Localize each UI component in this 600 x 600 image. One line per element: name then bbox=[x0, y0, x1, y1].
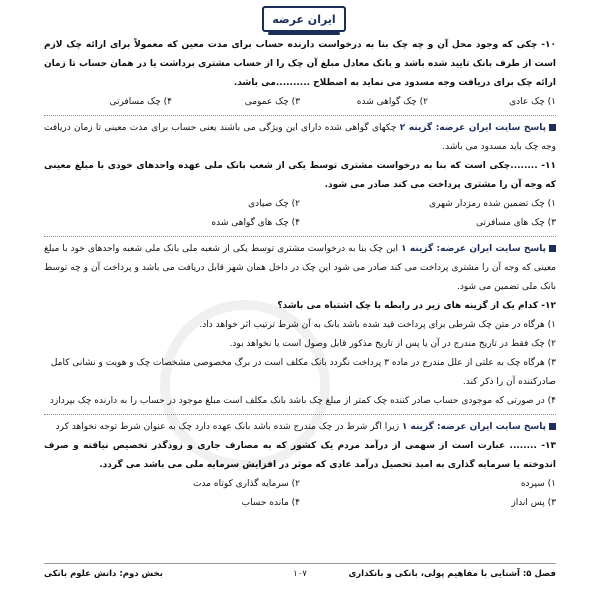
question-10: ۱۰- چکی که وجود محل آن و چه چک بنا به درخواست دارنده حساب برای مدت معین که معمولاً برای ارائه چک لازم است از طرف بانک تایید شده باشد و بانک معادل مبلغ آن چک را از حساب مشتری برداشت یا در همان حساب تا زمان ارائه چک برای دریافت وجه مسدود می نماید به اصطلاح ..........می باشد. bbox=[44, 40, 556, 88]
question-10-options bbox=[44, 93, 556, 112]
option: ۱) هرگاه در متن چک شرطی برای پرداخت قید شده باشد بانک به آن شرط ترتیب اثر خواهد داد. bbox=[199, 320, 556, 330]
site-logo bbox=[262, 6, 346, 32]
divider bbox=[44, 236, 556, 237]
option: ۱) چک تضمین شده رمزدار شهری bbox=[428, 199, 556, 209]
answer-heading: پاسخ سایت ایران عرضه: گزینه ۲ bbox=[399, 123, 546, 133]
page-content bbox=[44, 36, 556, 513]
answer-text: چکهای گواهی شده دارای این ویژگی می باشند یعنی حساب برای مدت معینی تا زمان دریافت وجه چک باید مسدود می باشد. bbox=[44, 123, 556, 152]
logo-text: ایران عرضه bbox=[272, 12, 336, 26]
option: ۴) در صورتی که موجودی حساب صادر کننده چک کمتر از مبلغ چک باشد بانک مکلف است مبلغ موجود در حساب را به دارنده چک بپردازد bbox=[49, 396, 556, 406]
question-12: ۱۲- کدام یک از گزینه های زیر در رابطه با چک اشتباه می باشد؟ bbox=[277, 301, 556, 311]
footer-rule bbox=[44, 563, 556, 564]
answer-text: این چک بنا به درخواست مشتری توسط یکی از شعبه ملی بانک ملی شعبه واحدهای خود با مبلغ معینی که وجه آن را مشتری پرداخت می کند صادر می شود این چک در داخل همان شهر قابل دریافت می باشد و پرداخت آن و چه توسط بانک ملی تضمین می شود. bbox=[44, 244, 556, 292]
option: ۳) چک عمومی bbox=[244, 97, 300, 107]
question-13: ۱۳- ........ عبارت است از سهمی از درآمد مردم یک کشور که به مصارف جاری و زودگذر تخصیص نیافته و صرف اندوخته یا سرمایه گذاری به امید تحصیل درآمد عادی که موثر در افزایش سرمایه ملی می باشد می گردد. bbox=[44, 441, 556, 470]
option: ۳) چک های مسافرتی bbox=[476, 218, 556, 228]
option: ۲) چک فقط در تاریخ مندرج در آن یا پس از تاریخ مذکور قابل وصول است یا نخواهد بود. bbox=[229, 339, 556, 349]
question-11: ۱۱- ........چکی است که بنا به درخواست مشتری توسط یکی از شعب بانک ملی عهده واحدهای خودی با مبلغ معینی که وجه آن را مشتری پرداخت می کند صادر می شود. bbox=[44, 161, 556, 190]
question-13-options bbox=[44, 475, 556, 513]
option: ۴) مانده حساب bbox=[241, 498, 300, 508]
question-11-options bbox=[44, 195, 556, 233]
answer-12 bbox=[44, 418, 556, 437]
option: ۱) چک عادی bbox=[509, 97, 556, 107]
answer-10 bbox=[44, 119, 556, 157]
option: ۱) سپرده bbox=[520, 479, 556, 489]
answer-heading: پاسخ سایت ایران عرضه: گزینه ۱ bbox=[401, 244, 546, 254]
option: ۴) چک های گواهی شده bbox=[211, 218, 300, 228]
option: ۲) سرمایه گذاری کوتاه مدت bbox=[192, 479, 300, 489]
footer-section: بخش دوم: دانش علوم بانکی bbox=[44, 569, 163, 579]
footer-chapter: فصل ۵: آشنایی با مفاهیم پولی، بانکی و بانکداری bbox=[348, 569, 556, 579]
option: ۳) پس انداز bbox=[511, 498, 556, 508]
option: ۲) چک گواهی شده bbox=[356, 97, 428, 107]
option: ۳) هرگاه چک به علتی از علل مندرج در ماده ۳ پرداخت نگردد بانک مکلف است در برگ مخصوصی مشخصات چک و هویت و نشانی کامل صادرکننده آن را ذکر کند. bbox=[50, 358, 556, 387]
option: ۴) چک مسافرتی bbox=[109, 97, 172, 107]
answer-marker-icon bbox=[549, 124, 556, 131]
answer-marker-icon bbox=[549, 423, 556, 430]
divider bbox=[44, 414, 556, 415]
answer-text: زیرا اگر شرط در چک مندرج شده باشد بانک عهده دارد چک به عنوان شرط توجه نخواهد کرد bbox=[55, 422, 400, 432]
logo-underline bbox=[268, 32, 340, 35]
page-number: ۱۰۷ bbox=[293, 569, 307, 579]
answer-heading: پاسخ سایت ایران عرضه: گزینه ۱ bbox=[401, 422, 546, 432]
option: ۲) چک صیادی bbox=[248, 199, 300, 209]
page-footer bbox=[44, 566, 556, 582]
divider bbox=[44, 115, 556, 116]
answer-marker-icon bbox=[549, 245, 556, 252]
answer-11 bbox=[44, 240, 556, 297]
question-12-options bbox=[44, 316, 556, 411]
